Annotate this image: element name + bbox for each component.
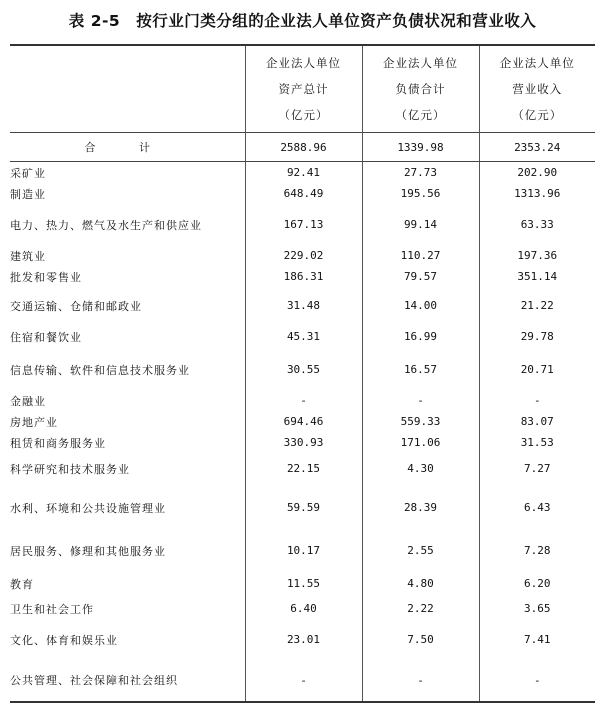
row-liabilities: 2.22 <box>362 598 479 620</box>
row-revenue: 351.14 <box>479 266 595 288</box>
row-liabilities: 171.06 <box>362 432 479 454</box>
row-liabilities: 16.99 <box>362 324 479 350</box>
row-liabilities: 110.27 <box>362 246 479 266</box>
row-label: 卫生和社会工作 <box>10 598 245 620</box>
row-label: 采矿业 <box>10 162 245 184</box>
row-label: 住宿和餐饮业 <box>10 324 245 350</box>
row-liabilities: 7.50 <box>362 620 479 660</box>
row-liabilities: 16.57 <box>362 350 479 390</box>
row-assets: 10.17 <box>245 532 362 570</box>
table-row <box>10 288 595 324</box>
row-revenue: 197.36 <box>479 246 595 266</box>
row-assets: 330.93 <box>245 432 362 454</box>
row-assets: 92.41 <box>245 162 362 184</box>
total-liabilities: 1339.98 <box>362 133 479 162</box>
row-label: 交通运输、仓储和邮政业 <box>10 288 245 324</box>
table-row <box>10 570 595 598</box>
header-revenue <box>479 45 595 133</box>
row-liabilities: - <box>362 660 479 702</box>
row-assets: 6.40 <box>245 598 362 620</box>
row-label: 租赁和商务服务业 <box>10 432 245 454</box>
row-revenue: 3.65 <box>479 598 595 620</box>
row-revenue: 21.22 <box>479 288 595 324</box>
row-liabilities: 99.14 <box>362 204 479 246</box>
row-liabilities: - <box>362 390 479 412</box>
table-row <box>10 204 595 246</box>
header-row <box>10 45 595 133</box>
row-assets: 648.49 <box>245 184 362 204</box>
row-liabilities: 14.00 <box>362 288 479 324</box>
table-row <box>10 532 595 570</box>
row-label: 制造业 <box>10 184 245 204</box>
total-row <box>10 133 595 162</box>
header-line1: 企业法人单位 <box>266 56 341 70</box>
table-row <box>10 620 595 660</box>
row-liabilities: 2.55 <box>362 532 479 570</box>
row-revenue: 7.41 <box>479 620 595 660</box>
row-revenue: 31.53 <box>479 432 595 454</box>
row-label: 公共管理、社会保障和社会组织 <box>10 660 245 702</box>
row-revenue: 202.90 <box>479 162 595 184</box>
row-revenue: 7.28 <box>479 532 595 570</box>
table-row <box>10 324 595 350</box>
row-assets: 11.55 <box>245 570 362 598</box>
row-assets: 30.55 <box>245 350 362 390</box>
row-liabilities: 28.39 <box>362 484 479 532</box>
header-assets <box>245 45 362 133</box>
row-liabilities: 4.30 <box>362 454 479 484</box>
row-assets: 45.31 <box>245 324 362 350</box>
row-label: 批发和零售业 <box>10 266 245 288</box>
total-assets: 2588.96 <box>245 133 362 162</box>
row-revenue: - <box>479 390 595 412</box>
header-unit: （亿元） <box>395 108 446 122</box>
header-line2: 营业收入 <box>512 82 563 96</box>
row-revenue: 7.27 <box>479 454 595 484</box>
row-revenue: 6.43 <box>479 484 595 532</box>
row-assets: - <box>245 660 362 702</box>
header-empty-cell <box>10 45 245 133</box>
table-row <box>10 184 595 204</box>
row-label: 水利、环境和公共设施管理业 <box>10 484 245 532</box>
row-liabilities: 559.33 <box>362 412 479 432</box>
row-revenue: - <box>479 660 595 702</box>
row-label: 科学研究和技术服务业 <box>10 454 245 484</box>
table-row <box>10 266 595 288</box>
table-row <box>10 350 595 390</box>
row-label: 信息传输、软件和信息技术服务业 <box>10 350 245 390</box>
row-assets: 31.48 <box>245 288 362 324</box>
row-assets: 167.13 <box>245 204 362 246</box>
row-revenue: 20.71 <box>479 350 595 390</box>
table-row <box>10 484 595 532</box>
header-line1: 企业法人单位 <box>383 56 458 70</box>
row-liabilities: 27.73 <box>362 162 479 184</box>
row-label: 教育 <box>10 570 245 598</box>
table-row <box>10 412 595 432</box>
header-line1: 企业法人单位 <box>499 56 575 70</box>
row-assets: 694.46 <box>245 412 362 432</box>
table-row <box>10 246 595 266</box>
row-label: 电力、热力、燃气及水生产和供应业 <box>10 204 245 246</box>
row-liabilities: 79.57 <box>362 266 479 288</box>
row-assets: 22.15 <box>245 454 362 484</box>
row-label: 房地产业 <box>10 412 245 432</box>
row-assets: 186.31 <box>245 266 362 288</box>
row-label: 金融业 <box>10 390 245 412</box>
total-label: 合 计 <box>10 133 245 162</box>
total-revenue: 2353.24 <box>479 133 595 162</box>
row-revenue: 83.07 <box>479 412 595 432</box>
header-line2: 资产总计 <box>278 82 329 96</box>
row-label: 建筑业 <box>10 246 245 266</box>
row-liabilities: 195.56 <box>362 184 479 204</box>
row-assets: 229.02 <box>245 246 362 266</box>
row-label: 居民服务、修理和其他服务业 <box>10 532 245 570</box>
row-revenue: 1313.96 <box>479 184 595 204</box>
row-revenue: 63.33 <box>479 204 595 246</box>
header-line2: 负债合计 <box>395 82 446 96</box>
row-label: 文化、体育和娱乐业 <box>10 620 245 660</box>
row-assets: 59.59 <box>245 484 362 532</box>
table-row <box>10 432 595 454</box>
row-assets: - <box>245 390 362 412</box>
header-unit: （亿元） <box>278 108 329 122</box>
row-assets: 23.01 <box>245 620 362 660</box>
data-table <box>10 44 595 703</box>
table-row <box>10 660 595 702</box>
row-revenue: 6.20 <box>479 570 595 598</box>
table-row <box>10 390 595 412</box>
header-unit: （亿元） <box>512 108 563 122</box>
header-liabilities <box>362 45 479 133</box>
table-row <box>10 454 595 484</box>
table-row <box>10 162 595 184</box>
table-row <box>10 598 595 620</box>
row-liabilities: 4.80 <box>362 570 479 598</box>
table-title: 表 2-5 按行业门类分组的企业法人单位资产负债状况和营业收入 <box>68 12 537 30</box>
row-revenue: 29.78 <box>479 324 595 350</box>
